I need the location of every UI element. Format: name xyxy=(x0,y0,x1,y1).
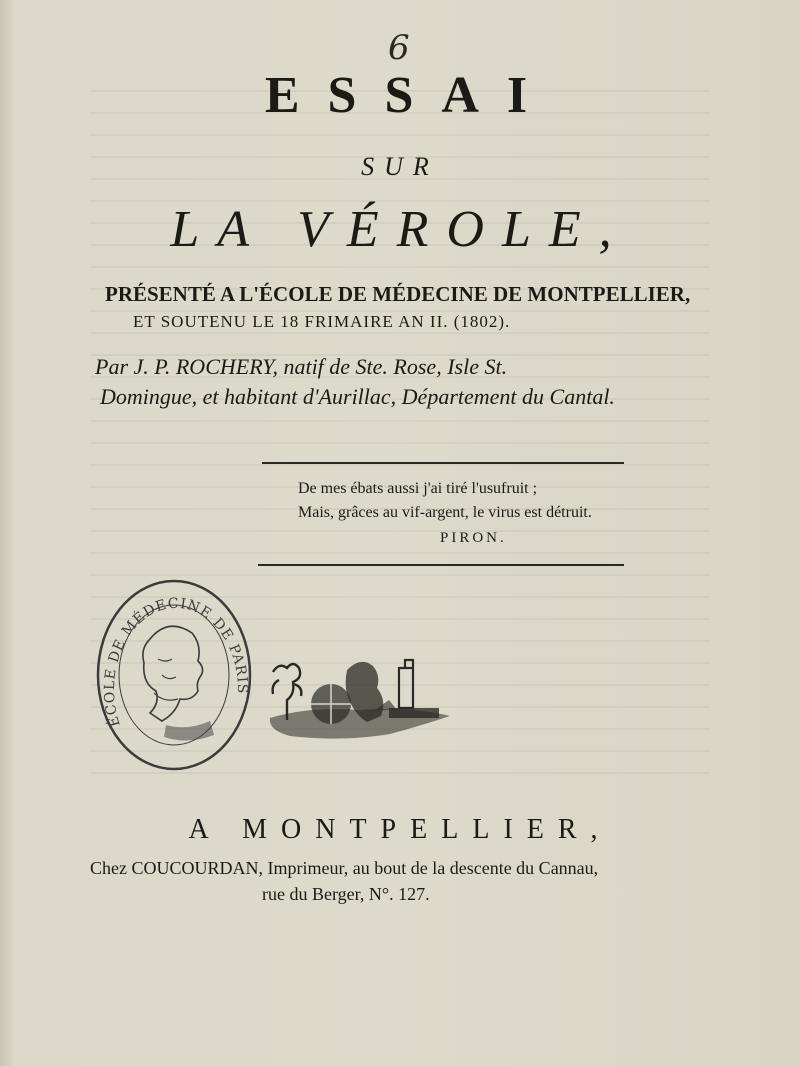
rule-bottom xyxy=(258,564,624,566)
page-number: 6 xyxy=(388,28,410,68)
stamp-lettering: ÉCOLE DE MÉDECINE DE PARIS xyxy=(101,595,251,729)
author-line-2: Domingue, et habitant d'Aurillac, Département du Cantal. xyxy=(100,384,615,409)
author-block xyxy=(95,352,655,412)
title: ESSAI xyxy=(264,67,556,124)
vignette-illustration xyxy=(265,650,455,755)
rule-top xyxy=(262,462,624,464)
printer-line-1: Chez COUCOURDAN, Imprimeur, au bout de la descente du Cannau, xyxy=(90,858,599,878)
epigraph-author: PIRON. xyxy=(440,530,507,546)
subtitle-sur: SUR xyxy=(361,152,439,181)
imprint-place: A MONTPELLIER, xyxy=(188,814,612,845)
printer-line-2: rue du Berger, N°. 127. xyxy=(262,884,430,904)
main-title: LA VÉROLE, xyxy=(170,201,630,258)
author-line-1: Par J. P. ROCHERY, natif de Ste. Rose, Isle St. xyxy=(95,354,508,379)
library-stamp xyxy=(92,575,257,780)
defended-line: ET SOUTENU LE 18 FRIMAIRE AN II. (1802). xyxy=(133,312,511,331)
epigraph-line-1: De mes ébats aussi j'ai tiré l'usufruit ; xyxy=(298,480,538,497)
epigraph-line-2: Mais, grâces au vif-argent, le virus est détruit. xyxy=(298,504,592,521)
presented-line: PRÉSENTÉ A L'ÉCOLE DE MÉDECINE DE MONTPELLIER, xyxy=(105,282,691,306)
